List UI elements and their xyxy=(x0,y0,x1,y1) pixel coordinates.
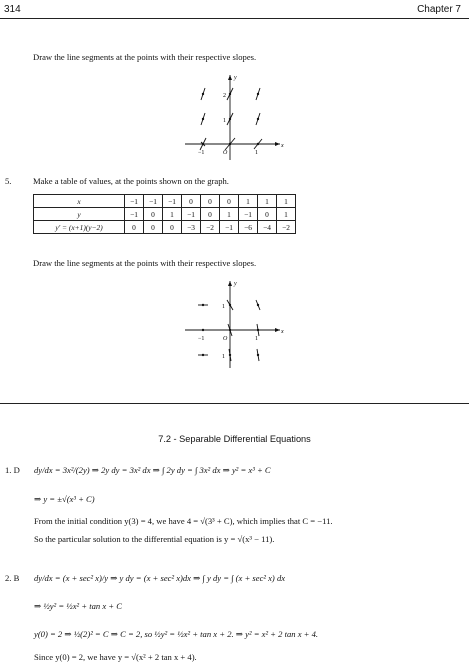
section-divider xyxy=(0,403,469,404)
answer2-label: 2. B xyxy=(5,573,20,583)
graph2-tick-yneg1: 1 xyxy=(222,354,225,360)
section-title: 7.2 - Separable Differential Equations xyxy=(158,434,311,444)
table-cell: 0 xyxy=(144,208,163,221)
answer1-line4: So the particular solution to the differential equation is y = √(x³ − 11). xyxy=(34,534,275,544)
values-table xyxy=(33,194,296,234)
table-row-y xyxy=(34,208,296,221)
table-cell: 0 xyxy=(182,195,201,208)
slope-field-graph-2 xyxy=(185,278,285,370)
graph2-tick-y1: 1 xyxy=(222,304,225,310)
answer2-line1: dy/dx = (x + sec² x)/y ⇒ y dy = (x + sec² x)dx ⇒ ∫ y dy = ∫ (x + sec² x) dx xyxy=(34,573,286,583)
table-cell: −1 xyxy=(182,208,201,221)
table-row-label: y′ = (x+1)(y−2) xyxy=(34,221,125,234)
chapter-title: Chapter 7 xyxy=(417,4,461,15)
problem5-instruction-2: Draw the line segments at the points with their respective slopes. xyxy=(33,258,257,268)
table-cell: 0 xyxy=(201,195,220,208)
table-cell: 1 xyxy=(163,208,182,221)
slope-field-graph-1 xyxy=(185,72,285,162)
table-cell: 0 xyxy=(144,221,163,234)
graph2-origin: O xyxy=(223,336,228,342)
problem5-instruction: Make a table of values, at the points shown on the graph. xyxy=(33,176,229,186)
graph1-origin: O xyxy=(223,150,228,156)
table-cell: −4 xyxy=(258,221,277,234)
answer1-line2: ⇒ y = ±√(x³ + C) xyxy=(34,494,95,504)
table-cell: 0 xyxy=(201,208,220,221)
header-rule xyxy=(0,18,469,19)
answer1-line1: dy/dx = 3x²/(2y) ⇒ 2y dy = 3x² dx ⇒ ∫ 2y dy = ∫ 3x² dx ⇒ y² = x³ + C xyxy=(34,465,271,475)
answer1-label: 1. D xyxy=(5,465,20,475)
table-cell: −1 xyxy=(163,195,182,208)
table-cell: −1 xyxy=(239,208,258,221)
table-cell: 0 xyxy=(163,221,182,234)
table-cell: 1 xyxy=(258,195,277,208)
answer2-line4: Since y(0) = 2, we have y = √(x² + 2 tan x + 4). xyxy=(34,652,197,662)
table-cell: 1 xyxy=(277,208,296,221)
table-cell: −1 xyxy=(125,208,144,221)
graph2-tick-neg1: −1 xyxy=(198,336,205,342)
table-row-label: y xyxy=(34,208,125,221)
graph1-tick-y2: 2 xyxy=(223,93,226,99)
graph1-tick-neg1: −1 xyxy=(198,150,205,156)
table-cell: −1 xyxy=(125,195,144,208)
problem5-number: 5. xyxy=(5,176,12,186)
graph1-tick-y1: 1 xyxy=(223,118,226,124)
table-cell: −6 xyxy=(239,221,258,234)
table-cell: 1 xyxy=(239,195,258,208)
table-cell: 1 xyxy=(277,195,296,208)
table-row-label: x xyxy=(34,195,125,208)
table-cell: −2 xyxy=(201,221,220,234)
table-cell: 0 xyxy=(125,221,144,234)
table-cell: −3 xyxy=(182,221,201,234)
graph2-tick-1: 1 xyxy=(255,336,258,342)
problem4-instruction: Draw the line segments at the points with their respective slopes. xyxy=(33,52,257,62)
graph2-x-label: x xyxy=(281,329,284,335)
table-cell: 1 xyxy=(220,208,239,221)
table-cell: −1 xyxy=(144,195,163,208)
page-number: 314 xyxy=(4,4,21,15)
table-cell: 0 xyxy=(220,195,239,208)
graph1-tick-1: 1 xyxy=(255,150,258,156)
answer1-line3: From the initial condition y(3) = 4, we have 4 = √(3³ + C), which implies that C = −11. xyxy=(34,516,333,526)
table-cell: −1 xyxy=(220,221,239,234)
answer2-line2: ⇒ ½y² = ½x² + tan x + C xyxy=(34,601,122,611)
graph1-x-label: x xyxy=(281,143,284,149)
graph1-y-label: y xyxy=(234,75,237,81)
table-cell: −2 xyxy=(277,221,296,234)
table-row-slope xyxy=(34,221,296,234)
table-cell: 0 xyxy=(258,208,277,221)
answer2-line3: y(0) = 2 ⇒ ½(2)² = C ⇒ C = 2, so ½y² = ½x² + tan x + 2. ⇒ y² = x² + 2 tan x + 4. xyxy=(34,629,319,639)
table-row-x xyxy=(34,195,296,208)
graph2-y-label: y xyxy=(234,281,237,287)
